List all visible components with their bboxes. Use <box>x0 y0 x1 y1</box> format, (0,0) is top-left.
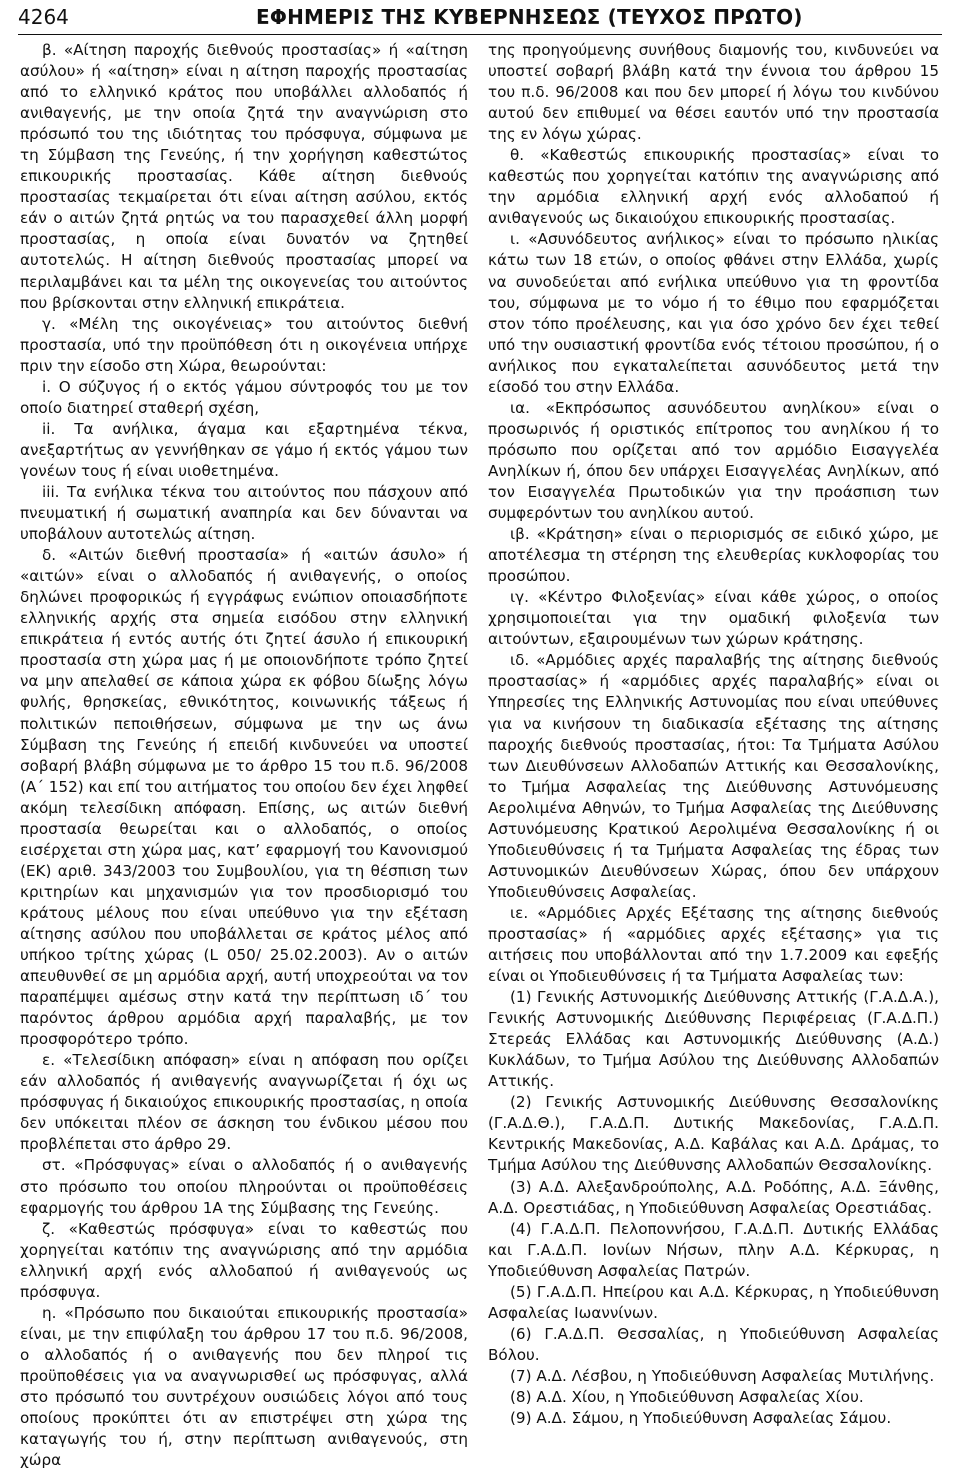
list-item-7: (7) Α.Δ. Λέσβου, η Υποδιεύθυνση Ασφαλείας Μυτιλήνης. <box>510 1366 935 1385</box>
paragraph-g-ii: ii. Τα ανήλικα, άγαμα και εξαρτημένα τέκνα, ανεξαρτήτως αν γεννήθηκαν σε γάμο ή εκτός γάμου των γονέων τους ή είναι υιοθετημένα. <box>20 419 468 480</box>
list-item-8: (8) Α.Δ. Χίου, η Υποδιεύθυνση Ασφαλείας Χίου. <box>510 1388 864 1406</box>
paragraph-g-i: i. Ο σύζυγος ή ο εκτός γάμου σύντροφός του με τον οποίο διατηρεί σταθερή σχέση, <box>20 377 468 417</box>
left-column <box>20 40 468 1471</box>
paragraph-ie: ιε. «Αρμόδιες Αρχές Εξέτασης της αίτησης διεθνούς προστασίας» ή «αρμόδιες αρχές εξέτασης» για τις αιτήσεις που υποβάλλονται από την 1.7.2009 και εφεξής είναι οι Υποδιευθύνσεις ή τα Τμήματα Ασφαλείας των: <box>488 903 939 986</box>
paragraph-b: β. «Αίτηση παροχής διεθνούς προστασίας» ή «αίτηση ασύλου» ή «αίτηση» είναι η αίτηση παροχής προστασίας από το ελληνικό κράτος που υποβάλλει αλλοδαπός ή ανιθαγενής, με την οποία ζητά την αναγνώριση στο πρόσωπό του της ιδιότητας του πρόσφυγα, σύμφωνα με τη Σύμβαση της Γενεύης, ή την χορήγηση καθεστώτος επικουρικής προστασίας. Κάθε αίτηση διεθνούς προστασίας τεκμαίρεται ότι είναι αίτηση ασύλου, εκτός εάν ο αιτών ζητά ρητώς να του παρασχεθεί άλλη μορφή προστασίας, η οποία είναι δυνατόν να ζητηθεί αυτοτελώς. Η αίτηση διεθνούς προστασίας μπορεί να περιλαμβάνει και τα μέλη της οικογενείας του αιτούντος που βρίσκονται στην ελληνική επικράτεια. <box>20 41 468 312</box>
page-number: 4264 <box>18 5 69 29</box>
list-item-5: (5) Γ.Α.Δ.Π. Ηπείρου και Α.Δ. Κέρκυρας, η Υποδιεύθυνση Ασφαλείας Ιωαννίνων. <box>488 1282 939 1322</box>
paragraph-ia: ια. «Εκπρόσωπος ασυνόδευτου ανηλίκου» είναι ο προσωρινός ή οριστικός επίτροπος του ανηλίκου ή το πρόσωπο που ορίζεται από τον αρμόδιο Εισαγγελέα Ανηλίκων ή, όπου δεν υπάρχει Εισαγγελέας Ανηλίκων, από τον Εισαγγελέα Πρωτοδικών για την προάσπιση των συμφερόντων του ανηλίκου αυτού. <box>488 398 939 523</box>
paragraph-d: δ. «Αιτών διεθνή προστασία» ή «αιτών άσυλο» ή «αιτών» είναι ο αλλοδαπός ή ανιθαγενής, ο οποίος δηλώνει προφορικώς ή εγγράφως ενώπιον οποιασδήποτε ελληνικής αρχής στα σημεία εισόδου στην ελληνική επικράτεια ή εντός αυτής ότι ζητεί άσυλο ή επικουρική προστασία στη χώρα μας ή με οποιονδήποτε τρόπο ζητεί να μην απελαθεί σε κάποια χώρα εκ φόβου δίωξης λόγω φυλής, θρησκείας, εθνικότητος, κοινωνικής τάξεως ή πολιτικών πεποιθήσεων, σύμφωνα με την ως άνω Σύμβαση της Γενεύης ή επειδή κινδυνεύει να υποστεί σοβαρή βλάβη σύμφωνα με το άρθρο 15 του π.δ. 96/2008 (Α΄ 152) και επί του αιτήματος του οποίου δεν έχει ληφθεί ακόμη τελεσίδικη απόφαση. Επίσης, ως αιτών διεθνή προστασία θεωρείται και ο αλλοδαπός, ο οποίος εισέρχεται στη χώρα μας, κατ’ εφαρμογή του Κανονισμού (ΕΚ) αριθ. 343/2003 του Συμβουλίου, για τη θέσπιση των κριτηρίων και μηχανισμών για τον προσδιορισμό του κράτους μέλους που είναι υπεύθυνο για την εξέταση αίτησης ασύλου που υποβάλλεται σε κράτος μέλος από υπήκοο τρίτης χώρας (L 050/ 25.02.2003). Αν ο αιτών απευθυνθεί σε μη αρμόδια αρχή, αυτή υποχρεούται να τον παραπέμψει αμέσως στην κατά την περίπτωση ιδ΄ του παρόντος άρθρου αρμόδια αρχή παραλαβής, με τον προσφορότερο τρόπο. <box>20 546 468 1049</box>
right-column <box>488 40 939 1429</box>
list-item-3: (3) Α.Δ. Αλεξανδρούπολης, Α.Δ. Ροδόπης, Α.Δ. Ξάνθης, Α.Δ. Ορεστιάδας, η Υποδιεύθυνση Ασφαλείας Ορεστιάδας. <box>488 1177 939 1217</box>
paragraph-g-iii: iii. Τα ενήλικα τέκνα του αιτούντος που πάσχουν από πνευματική ή σωματική αναπηρία και δεν δύνανται να υποβάλουν αυτοτελώς αίτηση. <box>20 482 468 544</box>
paragraph-ig: ιγ. «Κέντρο Φιλοξενίας» είναι κάθε χώρος, ο οποίος χρησιμοποιείται για την ομαδική φιλοξενία των αιτούντων, εξαιρουμένων των χώρων κράτησης. <box>488 588 939 649</box>
paragraph-ib: ιβ. «Κράτηση» είναι ο περιορισμός σε ειδικό χώρο, με αποτέλεσμα τη στέρηση της ελευθερίας κυκλοφορίας του προσώπου. <box>488 525 939 586</box>
paragraph-h: η. «Πρόσωπο που δικαιούται επικουρικής προστασία» είναι, με την επιφύλαξη του άρθρου 17 του π.δ. 96/2008, ο αλλοδαπός ή ο ανιθαγενής που δεν πληροί τις προϋποθέσεις για να αναγνωρισθεί ως πρόσφυγας, αλλά στο πρόσωπό του συντρέχουν ουσιώδεις λόγοι από τους οποίους προκύπτει ότι αν επιστρέψει στη χώρα της καταγωγής του ή, στην περίπτωση ανιθαγενούς, στη χώρα <box>20 1303 468 1470</box>
paragraph-i: ι. «Ασυνόδευτος ανήλικος» είναι το πρόσωπο ηλικίας κάτω των 18 ετών, ο οποίος φθάνει στην Ελλάδα, χωρίς να συνοδεύεται από ενήλικα υπεύθυνο για τη φροντίδα του, σύμφωνα με το νόμο ή το έθιμο που εφαρμόζεται στον τόπο προέλευσης, και για όσο χρόνο δεν έχει τεθεί υπό την ουσιαστική φροντίδα ενός τέτοιου προσώπου, ή ο ανήλικος που εγκαταλείπεται ασυνόδευτος μετά την είσοδό του στην Ελλάδα. <box>488 230 939 396</box>
paragraph-e: ε. «Τελεσίδικη απόφαση» είναι η απόφαση που ορίζει εάν αλλοδαπός ή ανιθαγενής αναγνωρίζεται ή όχι ως πρόσφυγας ή δικαιούχος επικουρικής προστασίας, η οποία δεν υπόκειται πλέον σε άσκηση του ένδικου μέσου που προβλέπεται στο άρθρο 29. <box>20 1051 468 1154</box>
page-header <box>18 4 942 35</box>
paragraph-z: ζ. «Καθεστώς πρόσφυγα» είναι το καθεστώς που χορηγείται κατόπιν της αναγνώρισης από την αρμόδια ελληνική αρχή ενός αλλοδαπού ή ανιθαγενούς ως πρόσφυγα. <box>20 1219 468 1301</box>
paragraph-st: στ. «Πρόσφυγας» είναι ο αλλοδαπός ή ο ανιθαγενής στο πρόσωπο του οποίου πληρούνται οι προϋποθέσεις εφαρμογής του άρθρου 1Α της Σύμβασης της Γενεύης. <box>20 1156 468 1217</box>
list-item-9: (9) Α.Δ. Σάμου, η Υποδιεύθυνση Ασφαλείας Σάμου. <box>510 1409 892 1428</box>
paragraph-id: ιδ. «Αρμόδιες αρχές παραλαβής της αίτησης διεθνούς προστασίας» ή «αρμόδιες αρχές παραλαβής» είναι οι Υπηρεσίες της Ελληνικής Αστυνομίας που είναι υπεύθυνες για να κινήσουν τη διαδικασία εξέτασης της αίτησης παροχής διεθνούς προστασίας, ήτοι: Τα Τμήματα Ασύλου των Διευθύνσεων Αλλοδαπών Αττικής και Θεσσαλονίκης, το Τμήμα Ασφαλείας της Διεύθυνσης Αστυνόμευσης Αερολιμένα Αθηνών, το Τμήμα Ασφαλείας της Διεύθυνσης Αστυνόμευσης Κρατικού Αερολιμένα Θεσσαλονίκης ή οι Υποδιευθύνσεις ή τα Τμήματα Ασφαλείας της έδρας των Αστυνομικών Διευθύνσεων Χώρας, όπου δεν υπάρχουν Υποδιευθύνσεις Ασφαλείας. <box>488 651 939 901</box>
paragraph-g: γ. «Μέλη της οικογένειας» του αιτούντος διεθνή προστασία, υπό την προϋπόθεση ότι η οικογένεια υπήρχε πριν την είσοδο στη Χώρα, θεωρούνται: <box>20 314 468 375</box>
list-item-1: (1) Γενικής Αστυνομικής Διεύθυνσης Αττικής (Γ.Α.Δ.Α.), Γενικής Αστυνομικής Διεύθυνσης Περιφέρειας (Γ.Α.Δ.Π.) Στερεάς Ελλάδας και Αστυνομικής Διεύθυνσης (Α.Δ.) Κυκλάδων, το Τμήμα Ασύλου της Διεύθυνσης Αλλοδαπών Αττικής. <box>488 988 939 1091</box>
paragraph-th: θ. «Καθεστώς επικουρικής προστασίας» είναι το καθεστώς που χορηγείται κατόπιν της αναγνώρισης από την αρμόδια ελληνική αρχή ενός αλλοδαπού ή ανιθαγενούς ως δικαιούχου επικουρικής προστασίας. <box>488 146 939 228</box>
list-item-2: (2) Γενικής Αστυνομικής Διεύθυνσης Θεσσαλονίκης (Γ.Α.Δ.Θ.), Γ.Α.Δ.Π. Δυτικής Μακεδονίας, Γ.Α.Δ.Π. Κεντρικής Μακεδονίας, Α.Δ. Καβάλας και Α.Δ. Δράμας, το Τμήμα Ασύλου της Διεύθυνσης Αλλοδαπών Θεσσαλονίκης. <box>488 1093 939 1175</box>
paragraph-h-continued: της προηγούμενης συνήθους διαμονής του, κινδυνεύει να υποστεί σοβαρή βλάβη κατά την έννοια του άρθρου 15 του π.δ. 96/2008 και που δεν μπορεί ή λόγω του κινδύνου αυτού δεν επιθυμεί να θέσει εαυτόν υπό την προστασία της εν λόγω χώρας. <box>488 41 939 144</box>
list-item-6: (6) Γ.Α.Δ.Π. Θεσσαλίας, η Υποδιεύθυνση Ασφαλείας Βόλου. <box>488 1324 939 1364</box>
journal-title: ΕΦΗΜΕΡΙΣ ΤΗΣ ΚΥΒΕΡΝΗΣΕΩΣ (ΤΕΥΧΟΣ ΠΡΩΤΟ) <box>256 5 803 29</box>
list-item-4: (4) Γ.Α.Δ.Π. Πελοποννήσου, Γ.Α.Δ.Π. Δυτικής Ελλάδας και Γ.Α.Δ.Π. Ιονίων Νήσων, πλην Α.Δ. Κέρκυρας, η Υποδιεύθυνση Ασφαλείας Πατρών. <box>488 1219 939 1280</box>
